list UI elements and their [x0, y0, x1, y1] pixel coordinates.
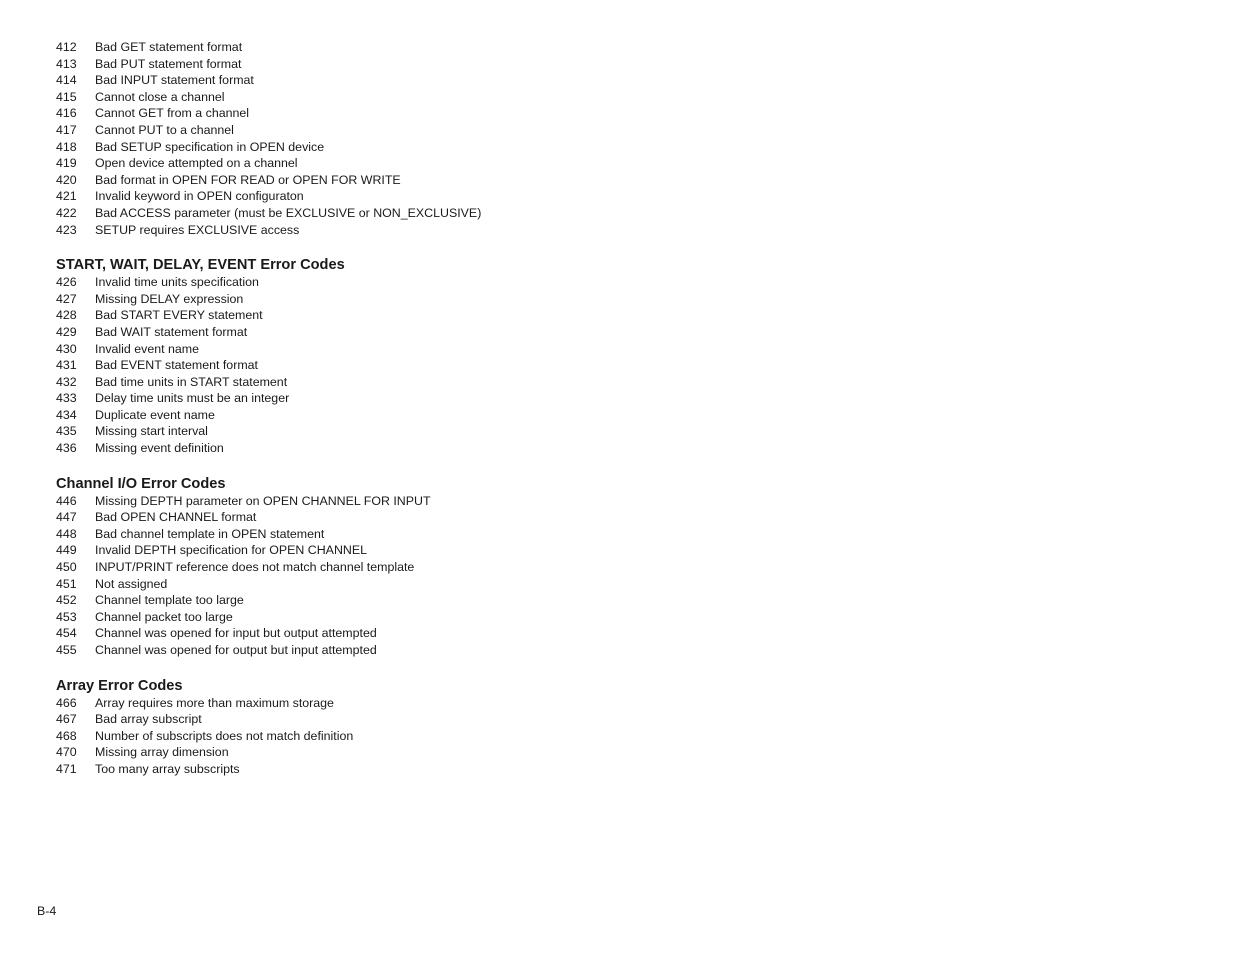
error-code-section: [56, 256, 756, 457]
error-code-row: [56, 89, 756, 106]
error-code-row: [56, 728, 756, 745]
error-code-row: [56, 39, 756, 56]
error-code-section: [56, 475, 756, 659]
error-code-description: Not assigned: [95, 576, 168, 591]
error-code-description: Invalid event name: [95, 341, 200, 356]
error-code-number: 412: [56, 40, 77, 54]
error-code-number: 450: [56, 560, 77, 575]
error-code-row: [56, 374, 756, 391]
error-code-row: [56, 559, 756, 576]
error-code-row: [56, 274, 756, 291]
error-code-description: Delay time units must be an integer: [95, 391, 290, 406]
error-code-description: Bad time units in START statement: [95, 374, 288, 389]
error-code-row: [56, 761, 756, 778]
error-code-description: Invalid keyword in OPEN configuraton: [95, 189, 304, 204]
section-heading: START, WAIT, DELAY, EVENT Error Codes: [56, 257, 345, 274]
error-code-number: 451: [56, 576, 77, 591]
error-code-number: 431: [56, 358, 77, 373]
error-code-description: SETUP requires EXCLUSIVE access: [95, 222, 300, 237]
page-number: B-4: [37, 904, 57, 918]
error-code-row: [56, 542, 756, 559]
error-code-number: 421: [56, 189, 77, 204]
error-code-description: INPUT/PRINT reference does not match channel template: [95, 560, 415, 575]
error-code-row: [56, 291, 756, 308]
error-code-description: Bad ACCESS parameter (must be EXCLUSIVE or NON_EXCLUSIVE): [95, 205, 482, 220]
error-code-description: Bad format in OPEN FOR READ or OPEN FOR WRITE: [95, 172, 401, 187]
error-code-row: [56, 341, 756, 358]
error-code-row: [56, 440, 756, 457]
error-code-number: 422: [56, 205, 77, 220]
error-code-row: [56, 357, 756, 374]
error-code-number: 427: [56, 291, 77, 306]
error-code-row: [56, 509, 756, 526]
error-code-number: 413: [56, 56, 77, 71]
error-code-description: Invalid time units specification: [95, 275, 259, 290]
error-code-number: 419: [56, 156, 77, 171]
error-code-number: 454: [56, 626, 77, 641]
error-code-row: [56, 105, 756, 122]
error-code-number: 418: [56, 139, 77, 154]
error-code-row: [56, 155, 756, 172]
error-code-number: 423: [56, 222, 77, 237]
error-code-sections: [56, 256, 756, 777]
error-code-row: [56, 390, 756, 407]
error-code-section: [56, 677, 756, 778]
error-code-description: Bad channel template in OPEN statement: [95, 526, 325, 541]
error-code-number: 434: [56, 407, 77, 422]
error-code-description: Invalid DEPTH specification for OPEN CHANNEL: [95, 543, 367, 558]
error-code-description: Cannot PUT to a channel: [95, 122, 234, 137]
error-code-description: Channel packet too large: [95, 609, 233, 624]
error-code-number: 417: [56, 122, 77, 137]
error-code-row: [56, 642, 756, 659]
error-code-row: [56, 188, 756, 205]
error-code-row: [56, 172, 756, 189]
error-code-description: Bad INPUT statement format: [95, 73, 254, 88]
error-code-number: 414: [56, 73, 77, 88]
error-code-row: [56, 407, 756, 424]
error-code-number: 455: [56, 643, 77, 657]
error-code-description: Bad WAIT statement format: [95, 324, 248, 339]
error-code-number: 435: [56, 424, 77, 439]
error-code-description: Bad SETUP specification in OPEN device: [95, 139, 325, 154]
error-code-number: 420: [56, 172, 77, 187]
error-code-description: Open device attempted on a channel: [95, 156, 298, 171]
error-code-row: [56, 711, 756, 728]
error-code-row: [56, 744, 756, 761]
error-code-number: 466: [56, 695, 77, 710]
error-code-description: Missing array dimension: [95, 745, 229, 760]
error-code-description: Channel was opened for output but input attempted: [95, 643, 377, 657]
error-code-description: Bad GET statement format: [95, 40, 243, 54]
error-code-row: [56, 695, 756, 712]
error-code-description: Channel was opened for input but output attempted: [95, 626, 377, 641]
error-code-row: [56, 423, 756, 440]
error-code-number: 446: [56, 493, 77, 508]
error-code-number: 471: [56, 761, 77, 776]
error-code-number: 436: [56, 441, 77, 456]
error-code-row: [56, 324, 756, 341]
error-code-row: [56, 307, 756, 324]
error-code-row: [56, 526, 756, 543]
error-code-description: Missing DELAY expression: [95, 291, 244, 306]
error-code-number: 429: [56, 324, 77, 339]
error-code-description: Bad PUT statement format: [95, 56, 242, 71]
error-code-description: Bad array subscript: [95, 712, 202, 727]
error-code-number: 452: [56, 593, 77, 608]
error-code-row: [56, 122, 756, 139]
section-heading: Array Error Codes: [56, 677, 183, 694]
error-code-description: Bad EVENT statement format: [95, 358, 258, 373]
error-code-number: 415: [56, 89, 77, 104]
error-code-number: 467: [56, 712, 77, 727]
error-code-description: Missing event definition: [95, 441, 224, 456]
error-code-number: 448: [56, 526, 77, 541]
error-code-row: [56, 72, 756, 89]
error-code-row: [56, 222, 756, 239]
error-code-number: 433: [56, 391, 77, 406]
error-code-row: [56, 609, 756, 626]
error-code-row: [56, 592, 756, 609]
error-code-description: Bad OPEN CHANNEL format: [95, 510, 257, 525]
error-code-number: 449: [56, 543, 77, 558]
error-code-description: Array requires more than maximum storage: [95, 695, 334, 710]
error-code-number: 432: [56, 374, 77, 389]
error-code-number: 426: [56, 275, 77, 290]
error-code-number: 430: [56, 341, 77, 356]
error-code-description: Cannot close a channel: [95, 89, 225, 104]
error-code-page: [56, 39, 756, 778]
error-code-number: 416: [56, 106, 77, 121]
error-code-row: [56, 205, 756, 222]
error-code-row: [56, 625, 756, 642]
error-code-row: [56, 493, 756, 510]
error-code-list-io-statements: [56, 39, 756, 238]
error-code-number: 453: [56, 609, 77, 624]
error-code-row: [56, 139, 756, 156]
error-code-row: [56, 56, 756, 73]
section-heading: Channel I/O Error Codes: [56, 475, 226, 492]
error-code-description: Channel template too large: [95, 593, 244, 608]
error-code-description: Missing DEPTH parameter on OPEN CHANNEL FOR INPUT: [95, 493, 431, 508]
error-code-description: Duplicate event name: [95, 407, 215, 422]
error-code-number: 470: [56, 745, 77, 760]
error-code-number: 447: [56, 510, 77, 525]
error-code-description: Cannot GET from a channel: [95, 106, 250, 121]
error-code-description: Number of subscripts does not match definition: [95, 728, 354, 743]
error-code-number: 468: [56, 728, 77, 743]
error-code-description: Bad START EVERY statement: [95, 308, 263, 323]
error-code-description: Too many array subscripts: [95, 761, 240, 776]
error-code-description: Missing start interval: [95, 424, 208, 439]
error-code-row: [56, 576, 756, 593]
error-code-number: 428: [56, 308, 77, 323]
